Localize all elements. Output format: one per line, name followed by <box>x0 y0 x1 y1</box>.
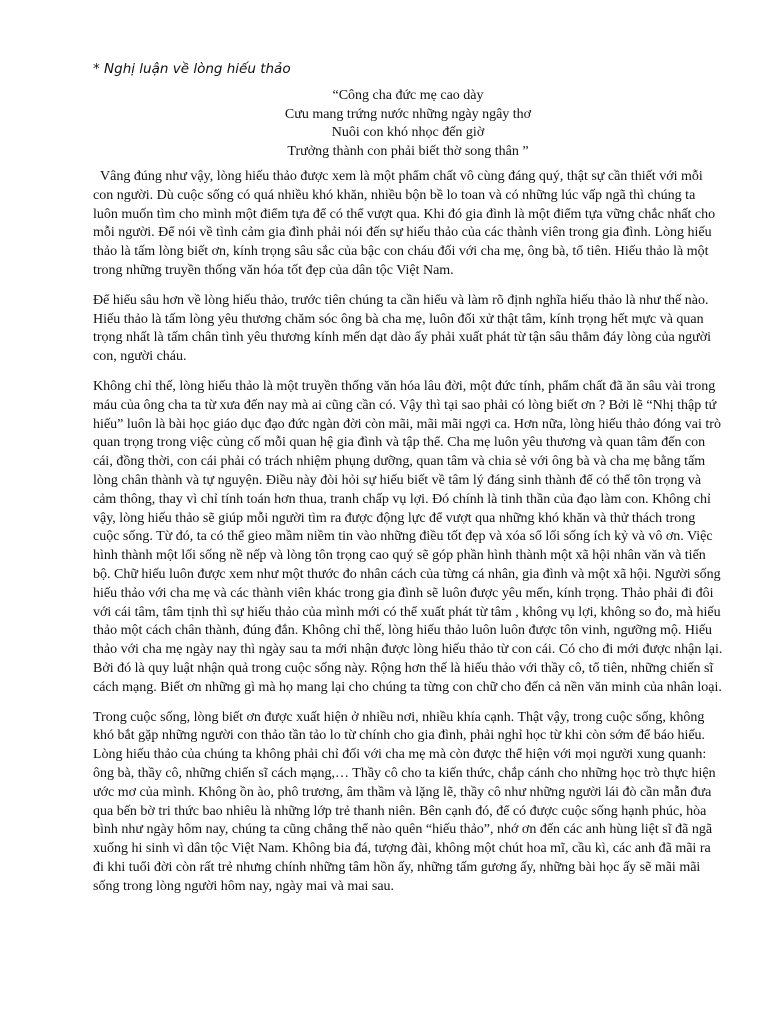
poem-line: Nuôi con khó nhọc đến giờ <box>331 125 485 140</box>
paragraph-importance: Không chỉ thế, lòng hiếu thảo là một truyền thống văn hóa lâu đời, một đức tính, phẩm chất đã ăn sâu vài trong máu của ông cha ta từ xưa đến nay mà ai cũng cần có. Vậy thì tại sao phải có lòng biết ơn ? Bởi lẽ “Nhị thập tứ hiếu” luôn là bài học giáo dục đạo đức ngàn đời còn mãi, mãi mãi ngợi ca. Hơn nữa, lòng hiếu thảo đóng vai trò quan trọng trong việc củng cố mỗi quan hệ gia đình và tập thể. Cha mẹ luôn yêu thương và quan tâm đến con cái, đồng thời, con cái phải có trách nhiệm phụng dưỡng, quan tâm và chia sẻ với ông bà và cha mẹ bằng tấm lòng chân thành và tự nguyện. Điều này đòi hỏi sự hiếu biết về tâm lý đáng sinh thành để có thể tôn trọng và cảm thông, thay vì chỉ tính toán hơn thua, tranh chấp vụ lợi. Đó chính là tinh thần của đạo làm con. Không chỉ vậy, lòng hiếu thảo sẽ giúp mỗi người tìm ra được động lực để vượt qua những khó khăn và thử thách trong cuộc sống. Từ đó, ta có thể gieo mầm niềm tin vào những điều tốt đẹp và xóa sổ lối sống ích kỷ và vô ơn. Việc hình thành một lối sống nề nếp và lòng tôn trọng cao quý sẽ góp phần hình thành một xã hội nhân văn và tiến bộ. Chữ hiếu luôn được xem như một thước đo nhân cách của từng cá nhân, gia đình và một xã hội. Người sống hiếu thảo với cha mẹ và các thành viên khác trong gia đình sẽ luôn được yêu mến, kính trọng. Thảo phải đi đôi với cái tâm, tâm tịnh thì sự hiếu thảo của mình mới có thể xuất phát từ tâm , không vụ lợi, không so đo, mà hiếu thảo một cách chân thành, đúng đắn. Không chỉ thế, lòng hiếu thảo luôn luôn được tôn vinh, ngưỡng mộ. Hiếu thảo với cha mẹ ngày nay thì ngày sau ta mới nhận được lòng hiếu thảo từ con cái. Có cho đi mới được nhận lại. Bởi đó là quy luật nhận quả trong cuộc sống này. Rộng hơn thế là hiếu thảo với thầy cô, tổ tiên, những chiến sĩ cách mạng. Biết ơn những gì mà họ mang lại cho chúng ta từng con chữ cho đến cả nền văn minh của nhân loại. <box>93 378 723 695</box>
poem-quote <box>93 87 723 161</box>
paragraph-definition: Để hiểu sâu hơn về lòng hiếu thảo, trước tiên chúng ta cần hiểu và làm rõ định nghĩa hiếu thảo là như thế nào. Hiếu thảo là tấm lòng yêu thương chăm sóc ông bà cha mẹ, luôn đối xử thật tâm, kính trọng hết mực và quan trọng nhất là tấm chân tình yêu thương kính mến dạt dào ấy phải xuất phát từ tận sâu thẳm đáy lòng của người con, người cháu. <box>93 292 712 365</box>
document-page <box>93 60 723 907</box>
poem-line: Cưu mang trứng nước những ngày ngây thơ <box>284 106 532 122</box>
poem-line: “Công cha đức mẹ cao dày <box>332 88 484 103</box>
paragraph-intro: Vâng đúng như vậy, lòng hiếu thảo được xem là một phẩm chất vô cùng đáng quý, thật sự cần thiết với mỗi con người. Dù cuộc sống có quá nhiều khó khăn, nhiều bộn bề lo toan và có những lúc vấp ngã thì chúng ta luôn muốn tìm cho mình một điểm tựa để có thể vượt qua. Khi đó gia đình là một điểm tựa vững chắc nhất cho mỗi người. Để nói về tình cảm gia đình phải nói đến sự hiếu thảo của các thành viên trong gia đình. Lòng hiếu thảo là tấm lòng biết ơn, kính trọng sâu sắc của bậc con cháu đối với cha mẹ, ông bà, tổ tiên. Hiếu thảo là một trong những truyền thống văn hóa tốt đẹp của dân tộc Việt Nam. <box>93 169 719 278</box>
paragraph-examples: Trong cuộc sống, lòng biết ơn được xuất hiện ở nhiều nơi, nhiều khía cạnh. Thật vậy, trong cuộc sống, không khó bắt gặp những người con thảo tần tảo lo từ chính cho gia đình, phải nghỉ học từ khi còn sớm để báo hiếu. Lòng hiếu thảo của chúng ta không phải chỉ đối với cha mẹ mà còn được thể hiện với mọi người xung quanh: ông bà, thầy cô, những chiến sĩ cách mạng,… Thầy cô cho ta kiến thức, chắp cánh cho những học trò thực hiện ước mơ của mình. Không ồn ào, phô trương, âm thầm và lặng lẽ, thầy cô như những người lái đò cần mẫn đưa qua bến bờ tri thức bao nhiêu là những lớp trẻ thanh niên. Bên cạnh đó, để có được cuộc sống hạnh phúc, hòa bình như ngày hôm nay, chúng ta cũng chẳng thể nào quên “hiếu thảo”, nhớ ơn đến các anh hùng liệt sĩ đã ngã xuống hi sinh vì dân tộc Việt Nam. Không bia đá, tượng đài, không một chút hoa mĩ, cầu kì, các anh đã mãi ra đi khi tuổi đời còn rất trẻ nhưng chính những tâm hồn ấy, những tấm gương ấy, những bài học ấy sẽ mãi mãi sống trong lòng người hôm nay, ngày mai và mai sau. <box>93 709 716 894</box>
essay-heading: * Nghị luận về lòng hiếu thảo <box>93 61 291 77</box>
poem-line: Trưởng thành con phải biết thờ song thân ” <box>287 143 529 159</box>
